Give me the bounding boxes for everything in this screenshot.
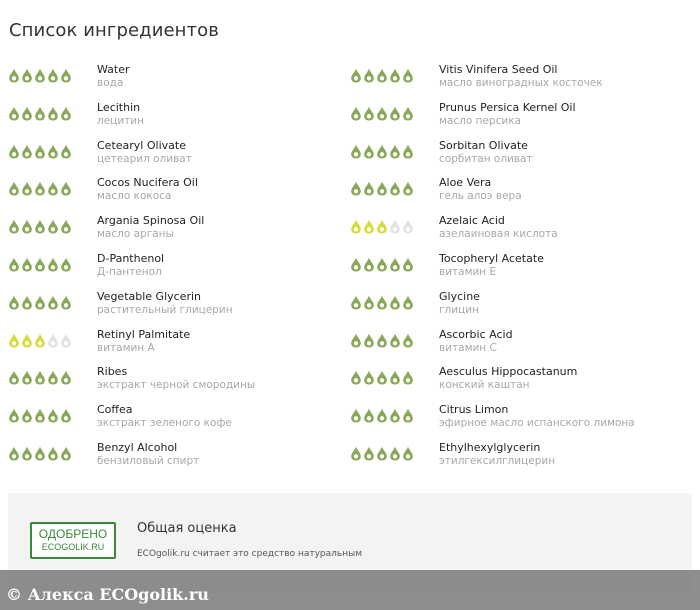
leaf-icon [8,256,20,272]
leaf-icon [350,105,362,121]
leaf-icon [402,256,414,272]
page-title: Список ингредиентов [9,20,219,41]
leaf-icon [363,180,375,196]
ingredient-rating [8,218,72,234]
ingredient-rating [350,445,414,461]
leaf-icon [350,218,362,234]
leaf-icon [389,67,401,83]
leaf-icon [47,180,59,196]
leaf-icon [350,67,362,83]
leaf-icon [376,294,388,310]
leaf-icon [47,369,59,385]
leaf-icon [47,407,59,423]
leaf-icon [402,332,414,348]
leaf-icon [34,407,46,423]
ingredient-row [8,60,348,98]
leaf-icon [350,256,362,272]
leaf-icon [60,67,72,83]
leaf-icon [21,256,33,272]
leaf-icon [8,180,20,196]
leaf-icon [363,369,375,385]
ingredient-rating [350,105,414,121]
ingredient-row [350,438,690,476]
leaf-icon [376,332,388,348]
ingredient-row [8,438,348,476]
ingredient-translation: масло виноградных косточек [439,77,603,89]
leaf-icon [60,180,72,196]
ingredient-name: Vegetable Glycerin [97,289,202,303]
leaf-icon [363,67,375,83]
leaf-icon [8,445,20,461]
ingredient-name: Retinyl Palmitate [97,327,191,341]
ingredient-translation: Д-пантенол [97,265,162,278]
leaf-icon [376,218,388,234]
ingredient-name: Vitis Vinifera Seed Oil [439,63,558,76]
ingredient-translation: гель алоэ вера [439,190,522,203]
ingredient-name: Coffea [97,403,133,417]
leaf-icon [47,105,59,121]
ingredient-row [350,249,690,287]
leaf-icon [350,180,362,196]
leaf-icon [60,256,72,272]
ingredient-name: Tocopheryl Acetate [439,251,544,265]
leaf-icon [350,407,362,423]
leaf-icon [34,143,46,159]
ingredient-translation: эфирное масло испанского лимона [439,417,635,430]
leaf-icon [60,445,72,461]
leaf-icon [8,67,20,83]
ingredient-rating [350,332,414,348]
ingredient-name: Aloe Vera [439,176,492,190]
leaf-icon [47,332,59,348]
approved-badge [30,522,116,559]
leaf-icon [8,407,20,423]
badge-line-approved: ОДОБРЕНО [38,527,108,541]
leaf-icon [21,407,33,423]
ingredient-translation: лецитин [97,114,144,127]
ingredient-row [350,362,690,400]
ingredient-row [350,400,690,438]
ingredient-translation: масло персика [439,114,521,127]
ingredient-row [8,98,348,136]
leaf-icon [60,332,72,348]
ingredient-rating [8,407,72,423]
ingredient-row [350,98,690,136]
ingredient-row [8,249,348,287]
leaf-icon [363,105,375,121]
leaf-icon [363,143,375,159]
ingredient-translation: цетеарил оливат [97,152,192,165]
leaf-icon [376,180,388,196]
leaf-icon [350,332,362,348]
ingredient-translation: витамин С [439,341,497,354]
ingredient-column-right [350,60,690,476]
ingredient-name: Ascorbic Acid [439,327,513,341]
ingredient-name: Cocos Nucifera Oil [97,176,198,190]
ingredient-name: Water [97,63,130,76]
ingredient-name: Ethylhexylglycerin [439,440,541,454]
leaf-icon [60,407,72,423]
ingredient-name: Lecithin [97,100,141,114]
leaf-icon [350,143,362,159]
ingredient-row [350,136,690,174]
ingredient-row [8,325,348,363]
ingredient-name: Ribes [97,365,128,379]
leaf-icon [363,445,375,461]
leaf-icon [47,294,59,310]
leaf-icon [21,218,33,234]
ingredient-translation: витамин Е [439,265,497,278]
ingredient-translation: экстракт зеленого кофе [97,417,232,430]
watermark-bar [0,570,700,610]
leaf-icon [47,256,59,272]
ingredient-rating [8,369,72,385]
ingredient-row [8,136,348,174]
ingredient-row [8,400,348,438]
leaf-icon [389,180,401,196]
leaf-icon [350,369,362,385]
ingredient-column-left [8,60,348,476]
leaf-icon [34,256,46,272]
leaf-icon [21,294,33,310]
leaf-icon [376,407,388,423]
ingredient-rating [350,369,414,385]
leaf-icon [8,369,20,385]
ingredient-translation: конский каштан [439,379,530,392]
ingredient-rating [8,180,72,196]
leaf-icon [350,294,362,310]
leaf-icon [8,332,20,348]
leaf-icon [34,445,46,461]
leaf-icon [376,105,388,121]
leaf-icon [60,218,72,234]
leaf-icon [34,294,46,310]
ingredient-translation: масло арганы [97,228,174,241]
ingredient-name: Citrus Limon [439,403,509,417]
ingredient-name: Cetearyl Olivate [97,138,186,152]
leaf-icon [402,180,414,196]
leaf-icon [34,218,46,234]
watermark-text: © Алекса ECOgolik.ru [6,585,209,604]
leaf-icon [8,218,20,234]
leaf-icon [47,67,59,83]
leaf-icon [8,105,20,121]
leaf-icon [8,294,20,310]
ingredient-row [8,211,348,249]
ingredient-row [8,173,348,211]
leaf-icon [376,445,388,461]
leaf-icon [402,294,414,310]
leaf-icon [363,218,375,234]
ingredient-name: Azelaic Acid [439,214,505,228]
ingredient-translation: сорбитан оливат [439,152,533,165]
leaf-icon [402,218,414,234]
leaf-icon [402,67,414,83]
leaf-icon [60,105,72,121]
leaf-icon [21,445,33,461]
ingredient-rating [8,143,72,159]
leaf-icon [402,369,414,385]
leaf-icon [389,143,401,159]
ingredient-name: Sorbitan Olivate [439,138,528,152]
leaf-icon [389,332,401,348]
leaf-icon [34,180,46,196]
leaf-icon [389,105,401,121]
ingredient-rating [8,256,72,272]
leaf-icon [47,445,59,461]
leaf-icon [389,369,401,385]
leaf-icon [60,294,72,310]
leaf-icon [389,256,401,272]
ingredient-row [350,287,690,325]
leaf-icon [8,143,20,159]
leaf-icon [389,445,401,461]
summary-title: Общая оценка [137,521,237,536]
ingredient-rating [350,407,414,423]
ingredient-rating [350,218,414,234]
badge-line-site: ECOGOLIK.RU [41,542,105,552]
leaf-icon [60,143,72,159]
ingredient-row [8,362,348,400]
leaf-icon [376,369,388,385]
ingredient-rating [350,294,414,310]
leaf-icon [363,294,375,310]
leaf-icon [34,105,46,121]
ingredient-translation: этилгексилглицерин [439,454,556,467]
leaf-icon [389,294,401,310]
leaf-icon [363,332,375,348]
ingredient-translation: вода [97,77,124,89]
ingredient-rating [8,294,72,310]
leaf-icon [21,143,33,159]
ingredient-translation: азелаиновая кислота [439,228,558,241]
ingredient-translation: масло кокоса [97,190,172,203]
ingredient-rating [350,180,414,196]
ingredient-name: Benzyl Alcohol [97,440,178,454]
leaf-icon [389,407,401,423]
leaf-icon [34,67,46,83]
ingredient-translation: витамин А [97,341,155,354]
ingredient-rating [8,105,72,121]
ingredient-rating [8,332,72,348]
leaf-icon [376,67,388,83]
ingredient-row [350,325,690,363]
leaf-icon [60,369,72,385]
ingredient-translation: экстракт черной смородины [97,379,256,392]
ingredient-rating [350,143,414,159]
ingredient-name: Argania Spinosa Oil [97,214,205,228]
leaf-icon [21,67,33,83]
leaf-icon [350,445,362,461]
leaf-icon [376,256,388,272]
ingredient-name: D-Panthenol [97,251,165,265]
ingredient-name: Aesculus Hippocastanum [439,365,578,379]
ingredient-row [8,287,348,325]
summary-text: ECOgolik.ru считает это средство натуральным [137,549,362,559]
leaf-icon [34,332,46,348]
ingredient-rating [8,445,72,461]
ingredient-rating [350,256,414,272]
leaf-icon [47,218,59,234]
leaf-icon [363,256,375,272]
ingredient-row [350,211,690,249]
leaf-icon [376,143,388,159]
ingredient-name: Prunus Persica Kernel Oil [439,100,576,114]
leaf-icon [34,369,46,385]
leaf-icon [21,369,33,385]
ingredient-row [350,173,690,211]
ingredient-rating [350,67,414,83]
leaf-icon [21,105,33,121]
ingredient-translation: растительный глицерин [97,303,233,316]
leaf-icon [21,180,33,196]
ingredient-translation: бензиловый спирт [97,454,200,467]
leaf-icon [402,407,414,423]
leaf-icon [363,407,375,423]
ingredient-name: Glycine [439,289,480,303]
leaf-icon [402,445,414,461]
leaf-icon [402,143,414,159]
ingredient-rating [8,67,72,83]
ingredient-translation: глицин [439,303,479,316]
leaf-icon [389,218,401,234]
leaf-icon [402,105,414,121]
leaf-icon [21,332,33,348]
leaf-icon [47,143,59,159]
ingredient-row [350,60,690,98]
